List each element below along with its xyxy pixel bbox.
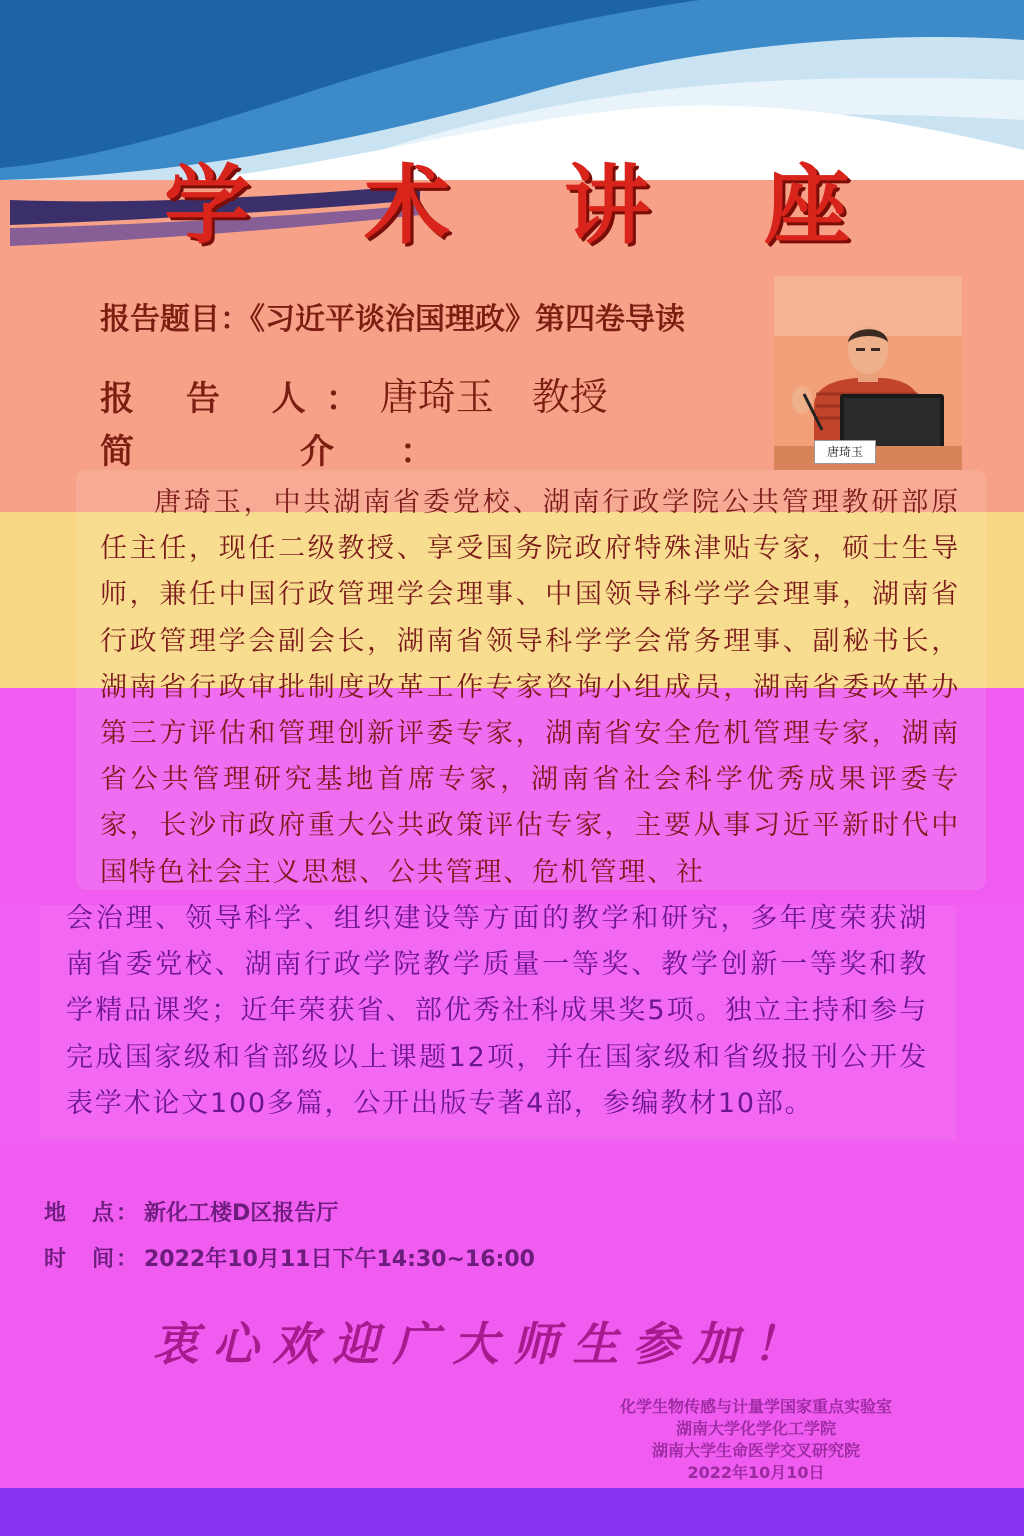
bio-text-upper: 唐琦玉，中共湖南省委党校、湖南行政学院公共管理教研部原任主任，现任二级教授、享受国务院政府特殊津贴专家，硕士生导师，兼任中国行政管理学会理事、中国领导科学学会理事，湖南省行政管理学会副会长，湖南省领导科学学会常务理事、副秘书长，湖南省行政审批制度改革工作专家咨询小组成员，湖南省委改革办第三方评估和管理创新评委专家，湖南省安全危机管理专家，湖南省公共管理研究基地首席专家，湖南省社会科学优秀成果评委专家，长沙市政府重大公共政策评估专家，主要从事习近平新时代中国特色社会主义思想、公共管理、危机管理、社 [100,487,960,888]
time-label: 时 间： [44,1247,141,1272]
nameplate [814,440,876,464]
organizer-line-2: 湖南大学化学化工学院 [675,1419,836,1438]
poster-title: 学 术 讲 座 [164,155,892,256]
bio-text-lower: 会治理、领导科学、组织建设等方面的教学和研究，多年度荣获湖南省委党校、湖南行政学院教学质量一等奖、教学创新一等奖和教学精品课奖；近年荣获省、部优秀社科成果奖5项。独立主持和参与完成国家级和省部级以上课题12项，并在国家级和省级报刊公开发表学术论文100多篇，公开出版专著4部，参编教材10部。 [66,903,928,1119]
speaker-label: 报 告 人： [100,379,380,419]
organizer-line-3: 湖南大学生命医学交叉研究院 [651,1441,860,1460]
place-value: 新化工楼D区报告厅 [144,1201,339,1226]
speaker-value: 唐琦玉 教授 [379,375,608,419]
issue-date: 2022年10月10日 [687,1463,825,1482]
organizer-line-1: 化学生物传感与计量学国家重点实验室 [619,1397,892,1416]
welcome-slogan: 衷心欢迎广大师生参加！ [152,1317,813,1371]
nameplate-text: 唐琦玉 [826,445,863,459]
topic-value: 《习近平谈治国理政》第四卷导读 [250,302,685,337]
place-row [44,1196,338,1227]
speaker-row [100,366,608,421]
background-band-purple [0,1488,1024,1536]
intro-label: 简 介： [100,432,500,472]
speaker-photo [774,276,962,470]
place-label: 地 点： [44,1201,141,1226]
time-row [44,1242,535,1273]
topic-label: 报告题目： [100,302,250,337]
topic-row [100,294,685,338]
time-value: 2022年10月11日下午14:30~16:00 [144,1247,535,1272]
